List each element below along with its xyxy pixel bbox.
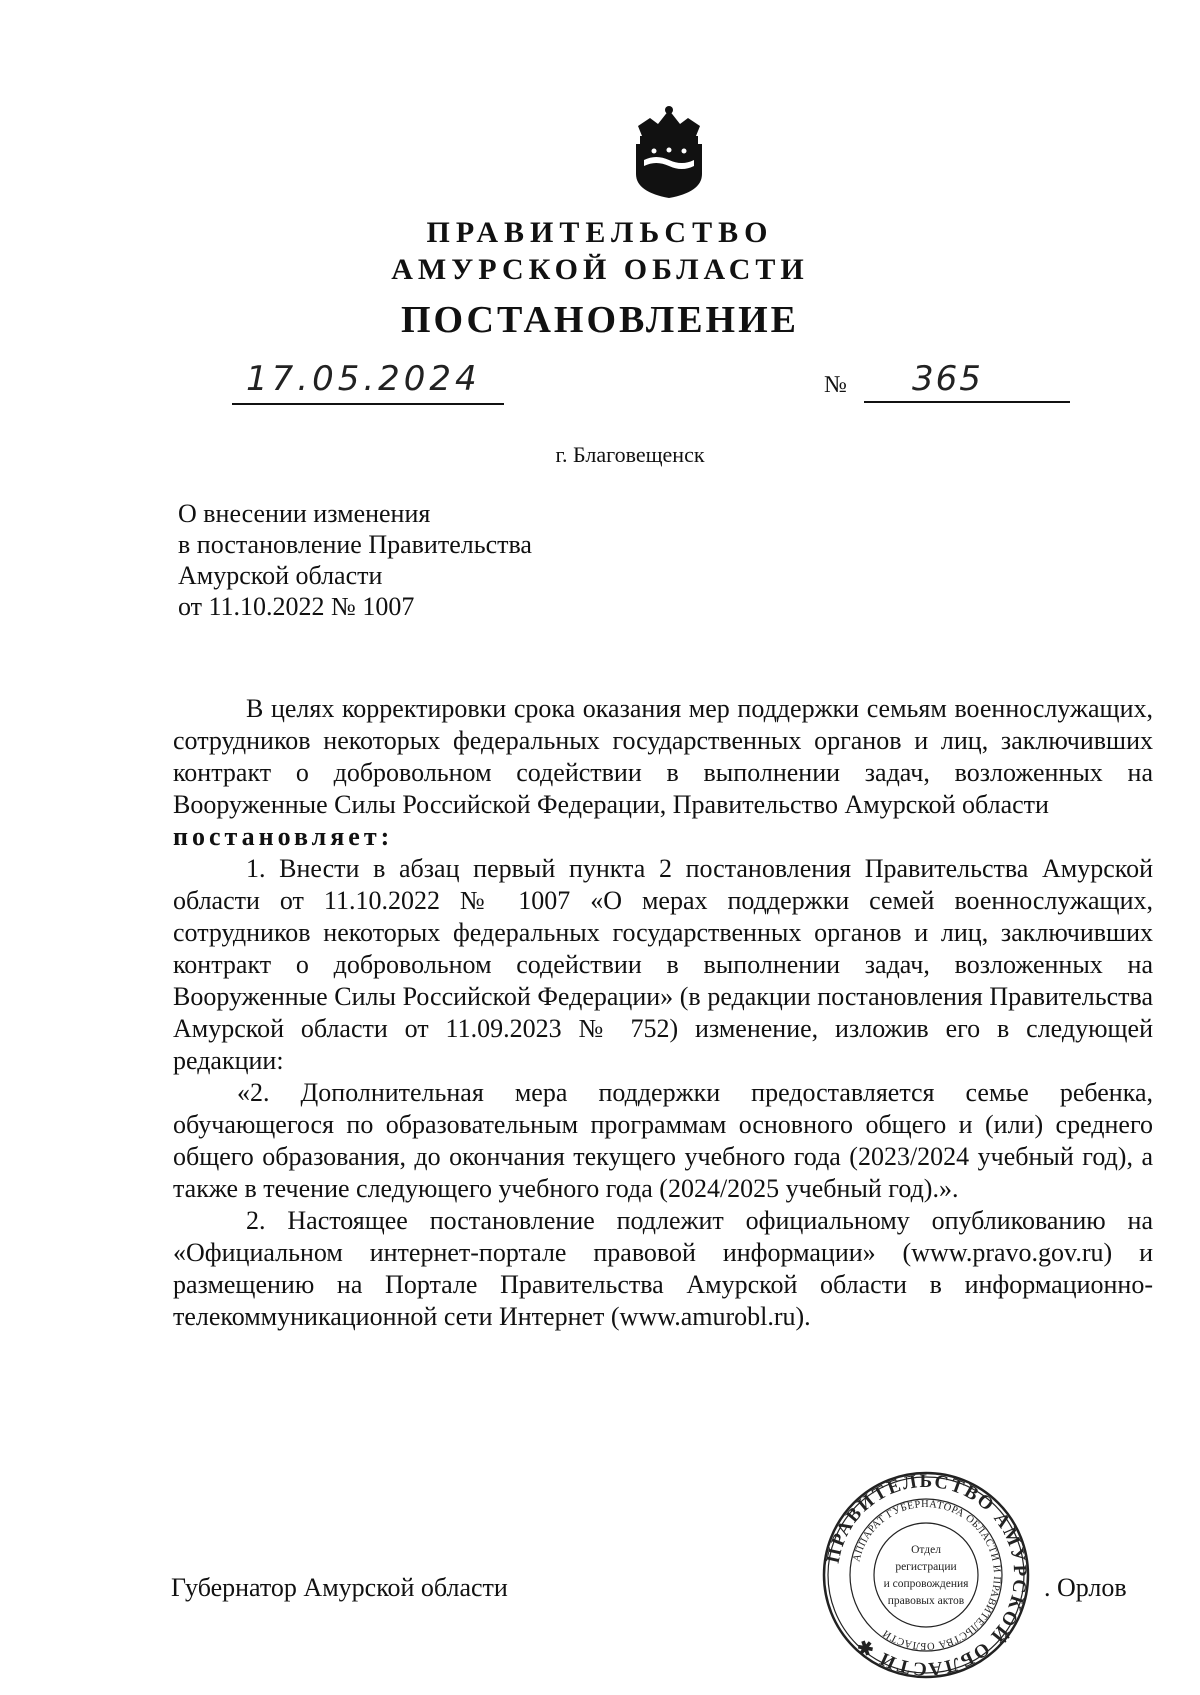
preamble-paragraph: В целях корректировки срока оказания мер поддержки семьям военнослужащих, сотрудников некоторых федеральных государственных органов и лиц, заключивших контракт о добровольном содействии в выполнении задач, возложенных на Вооруженные Силы Российской Федерации, Правительство Амурской области: [173, 694, 1153, 819]
subject-line: О внесении изменения: [178, 499, 431, 528]
document-type: ПОСТАНОВЛЕНИЕ: [400, 299, 800, 341]
official-stamp: [821, 1470, 1031, 1680]
number-label: №: [824, 372, 847, 398]
svg-text:ПРАВИТЕЛЬСТВО АМУРСКОЙ ОБЛАСТИ: ПРАВИТЕЛЬСТВО АМУРСКОЙ ОБЛАСТИ ✱: [822, 1470, 1031, 1680]
org-name-line1: ПРАВИТЕЛЬСТВО: [426, 216, 774, 249]
coat-of-arms-icon: [630, 104, 708, 200]
svg-text:правовых актов: правовых актов: [887, 1595, 965, 1607]
signatory-position: Губернатор Амурской области: [171, 1573, 508, 1602]
item-1-paragraph: 1. Внести в абзац первый пункта 2 постановления Правительства Амурской области от 11.10.2022 № 1007 «О мерах поддержки семей военнослужащих, сотрудников некоторых федеральных государственных органов и лиц, заключивших контракт о добровольном содействии в выполнении задач, возложенных на Вооруженные Силы Российской Федерации» (в редакции постановления Правительства Амурской области от 11.09.2023 № 752) изменение, изложив его в следующей редакции:: [173, 854, 1153, 1075]
svg-text:регистрации: регистрации: [895, 1561, 957, 1573]
subject-line: в постановление Правительства: [178, 530, 532, 559]
svg-text:и сопровождения: и сопровождения: [883, 1578, 969, 1590]
city: г. Благовещенск: [555, 442, 705, 467]
document-date: 17.05.2024: [232, 357, 504, 405]
resolves-word: постановляет:: [173, 822, 394, 851]
item-2-paragraph: 2. Настоящее постановление подлежит официальному опубликованию на «Официальном интернет-портале правовой информации» (www.pravo.gov.ru) и размещению на Портале Правительства Амурской области в информационно-телекоммуникационной сети Интернет (www.amurobl.ru).: [173, 1206, 1153, 1331]
signatory-name: . Орлов: [1044, 1573, 1127, 1602]
document-subject: [178, 498, 532, 622]
document-body: [173, 693, 1153, 1333]
item-1-quote-paragraph: «2. Дополнительная мера поддержки предоставляется семье ребенка, обучающегося по образовательным программам основного общего и (или) среднего общего образования, до окончания текущего учебного года (2023/2024 учебный год), а также в течение следующего учебного года (2024/2025 учебный год).».: [173, 1078, 1153, 1203]
svg-text:Отдел: Отдел: [911, 1544, 941, 1556]
document-number: 365: [864, 357, 1070, 403]
svg-text:АППАРАТ ГУБЕРНАТОРА ОБЛАСТИ И: АППАРАТ ГУБЕРНАТОРА ОБЛАСТИ И ПРАВИТЕЛЬСТВА ОБЛАСТИ: [851, 1498, 1003, 1652]
subject-line: от 11.10.2022 № 1007: [178, 592, 415, 621]
org-name-line2: АМУРСКОЙ ОБЛАСТИ: [391, 253, 809, 286]
subject-line: Амурской области: [178, 561, 383, 590]
